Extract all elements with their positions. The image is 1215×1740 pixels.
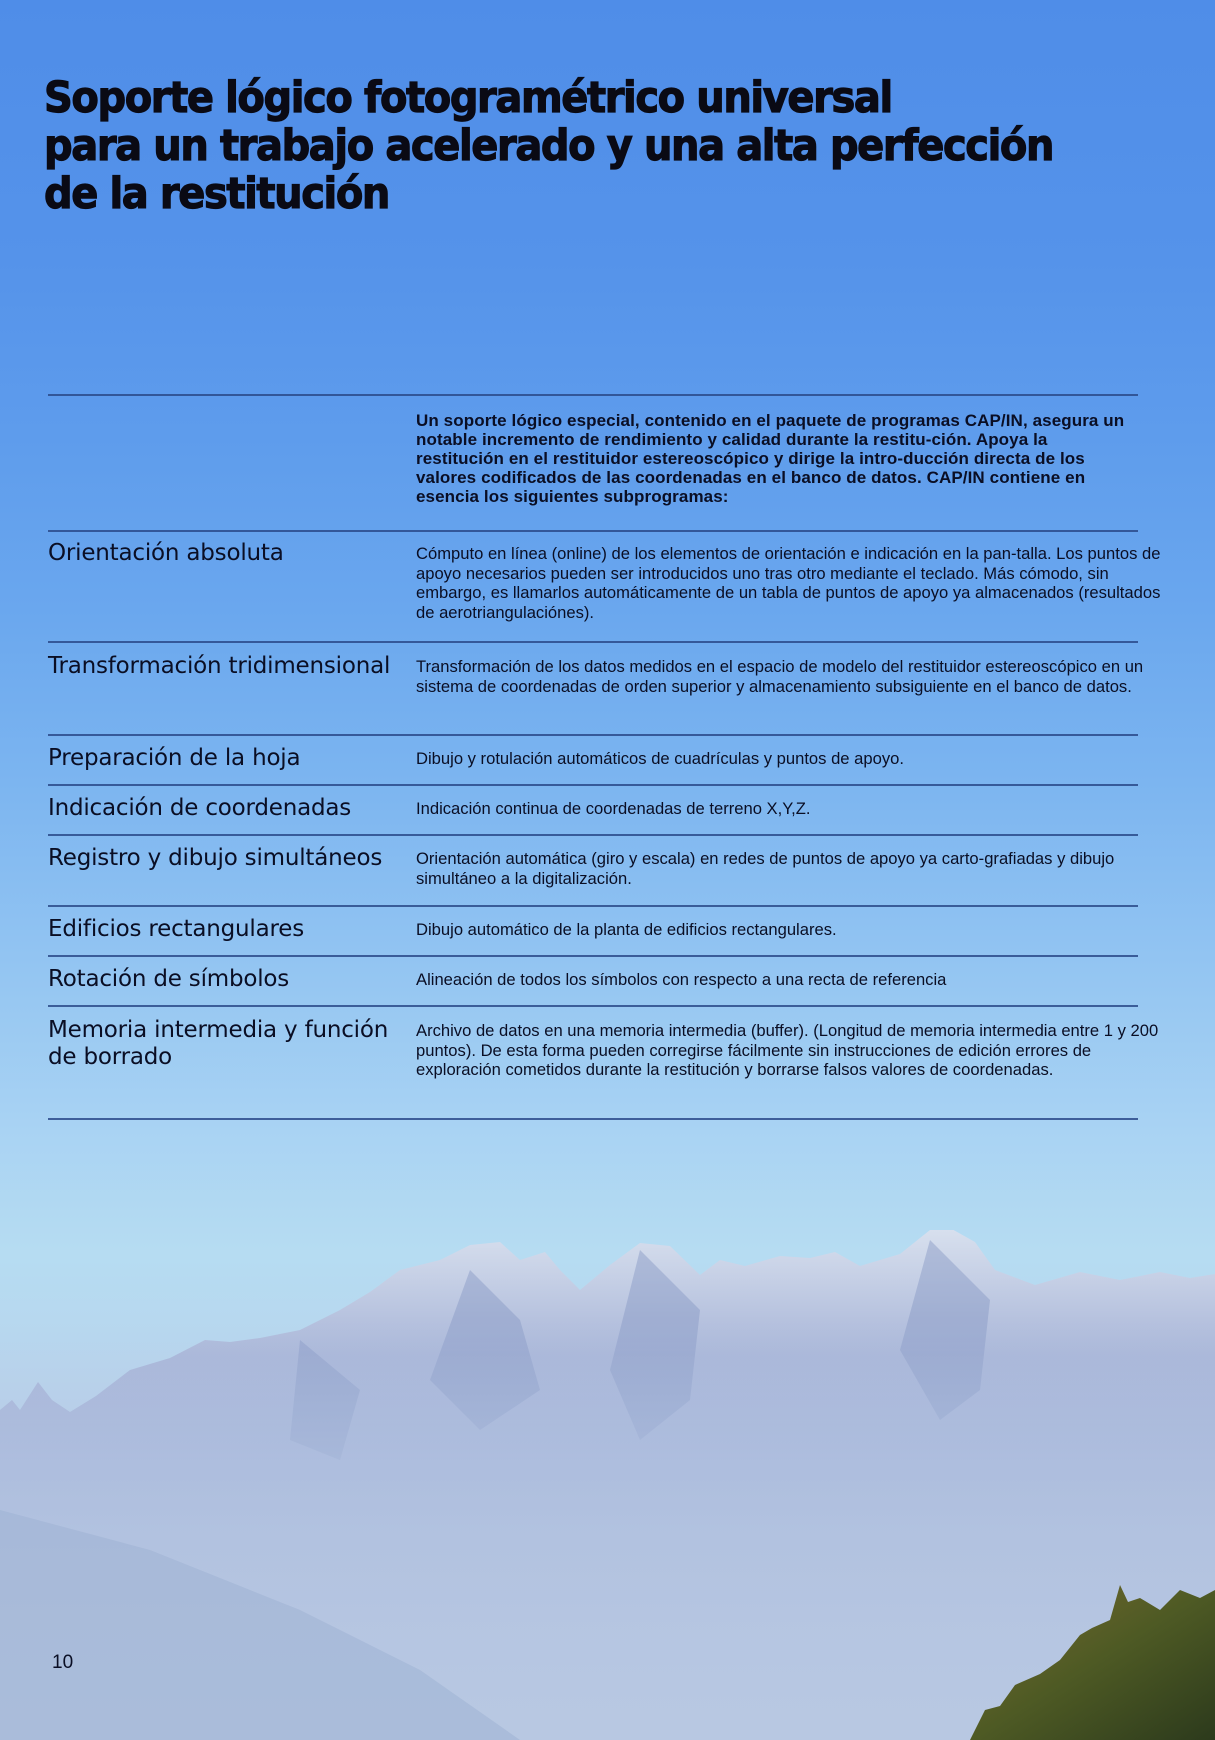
divider [48, 784, 1138, 786]
subprogram-term: Edificios rectangulares [48, 916, 304, 942]
divider [48, 641, 1138, 643]
subprogram-row [48, 745, 1138, 781]
divider [48, 834, 1138, 836]
subprogram-description: Archivo de datos en una memoria intermedia (buffer). (Longitud de memoria intermedia entre 1 y 200 puntos). De esta forma pueden corregirse fácilmente sin instrucciones de edición errores de exploración cometidos durante la restitución y borrarse falsos valores de coordenadas. [416, 1021, 1159, 1080]
subprogram-row [48, 1017, 1159, 1117]
subprogram-row [48, 540, 1161, 640]
subprogram-row [48, 653, 1144, 733]
page-title [44, 74, 1053, 218]
page-number: 10 [52, 1652, 74, 1673]
subprogram-description: Dibujo y rotulación automáticos de cuadrículas y puntos de apoyo. [416, 749, 904, 768]
divider [48, 1118, 1138, 1120]
divider [48, 734, 1138, 736]
divider [48, 905, 1138, 907]
subprogram-row [48, 845, 1138, 903]
subprogram-description: Orientación automática (giro y escala) en redes de puntos de apoyo ya carto-grafiadas y dibujo simultáneo a la digitalización. [416, 849, 1115, 888]
divider [48, 955, 1138, 957]
subprogram-term: Memoria intermedia y función de borrado [48, 1017, 389, 1070]
title-line: para un trabajo acelerado y una alta perfección [44, 121, 1054, 171]
subprogram-term: Indicación de coordenadas [48, 795, 352, 821]
subprogram-term: Registro y dibujo simultáneos [48, 845, 383, 871]
subprogram-description: Indicación continua de coordenadas de terreno X,Y,Z. [416, 799, 811, 818]
intro-paragraph: Un soporte lógico especial, contenido en el paquete de programas CAP/IN, asegura un notable incremento de rendimiento y calidad durante la restitu-ción. Apoya la restitución en el restituidor estereoscópico y dirige la intro-ducción directa de los valores codificados de las coordenadas en el banco de datos. CAP/IN contiene en esencia los siguientes subprogramas: [416, 411, 1125, 506]
subprogram-description: Dibujo automático de la planta de edificios rectangulares. [416, 920, 837, 939]
subprogram-term: Orientación absoluta [48, 540, 284, 566]
title-line: Soporte lógico fotogramétrico universal [44, 73, 892, 123]
mountain-photo [0, 1230, 1215, 1740]
subprogram-description: Alineación de todos los símbolos con respecto a una recta de referencia [416, 970, 947, 989]
subprogram-row [48, 916, 1138, 952]
divider [48, 1005, 1138, 1007]
title-line: de la restitución [44, 169, 389, 219]
subprogram-description: Transformación de los datos medidos en el espacio de modelo del restituidor estereoscópico en un sistema de coordenadas de orden superior y almacenamiento subsiguiente en el banco de datos. [416, 657, 1144, 696]
subprogram-term: Rotación de símbolos [48, 966, 290, 992]
subprogram-term: Transformación tridimensional [48, 653, 391, 679]
subprogram-row [48, 795, 1138, 831]
divider [48, 530, 1138, 532]
subprogram-description: Cómputo en línea (online) de los elementos de orientación e indicación en la pan-talla. Los puntos de apoyo necesarios pueden ser introducidos uno tras otro mediante el teclado. Más cómodo, sin embargo, es llamarlos automáticamente de un tabla de puntos de apoyo ya almacenados (resultados de aerotriangulaciónes). [416, 544, 1161, 622]
subprogram-row [48, 966, 1138, 1002]
subprogram-term: Preparación de la hoja [48, 745, 301, 771]
divider [48, 394, 1138, 396]
